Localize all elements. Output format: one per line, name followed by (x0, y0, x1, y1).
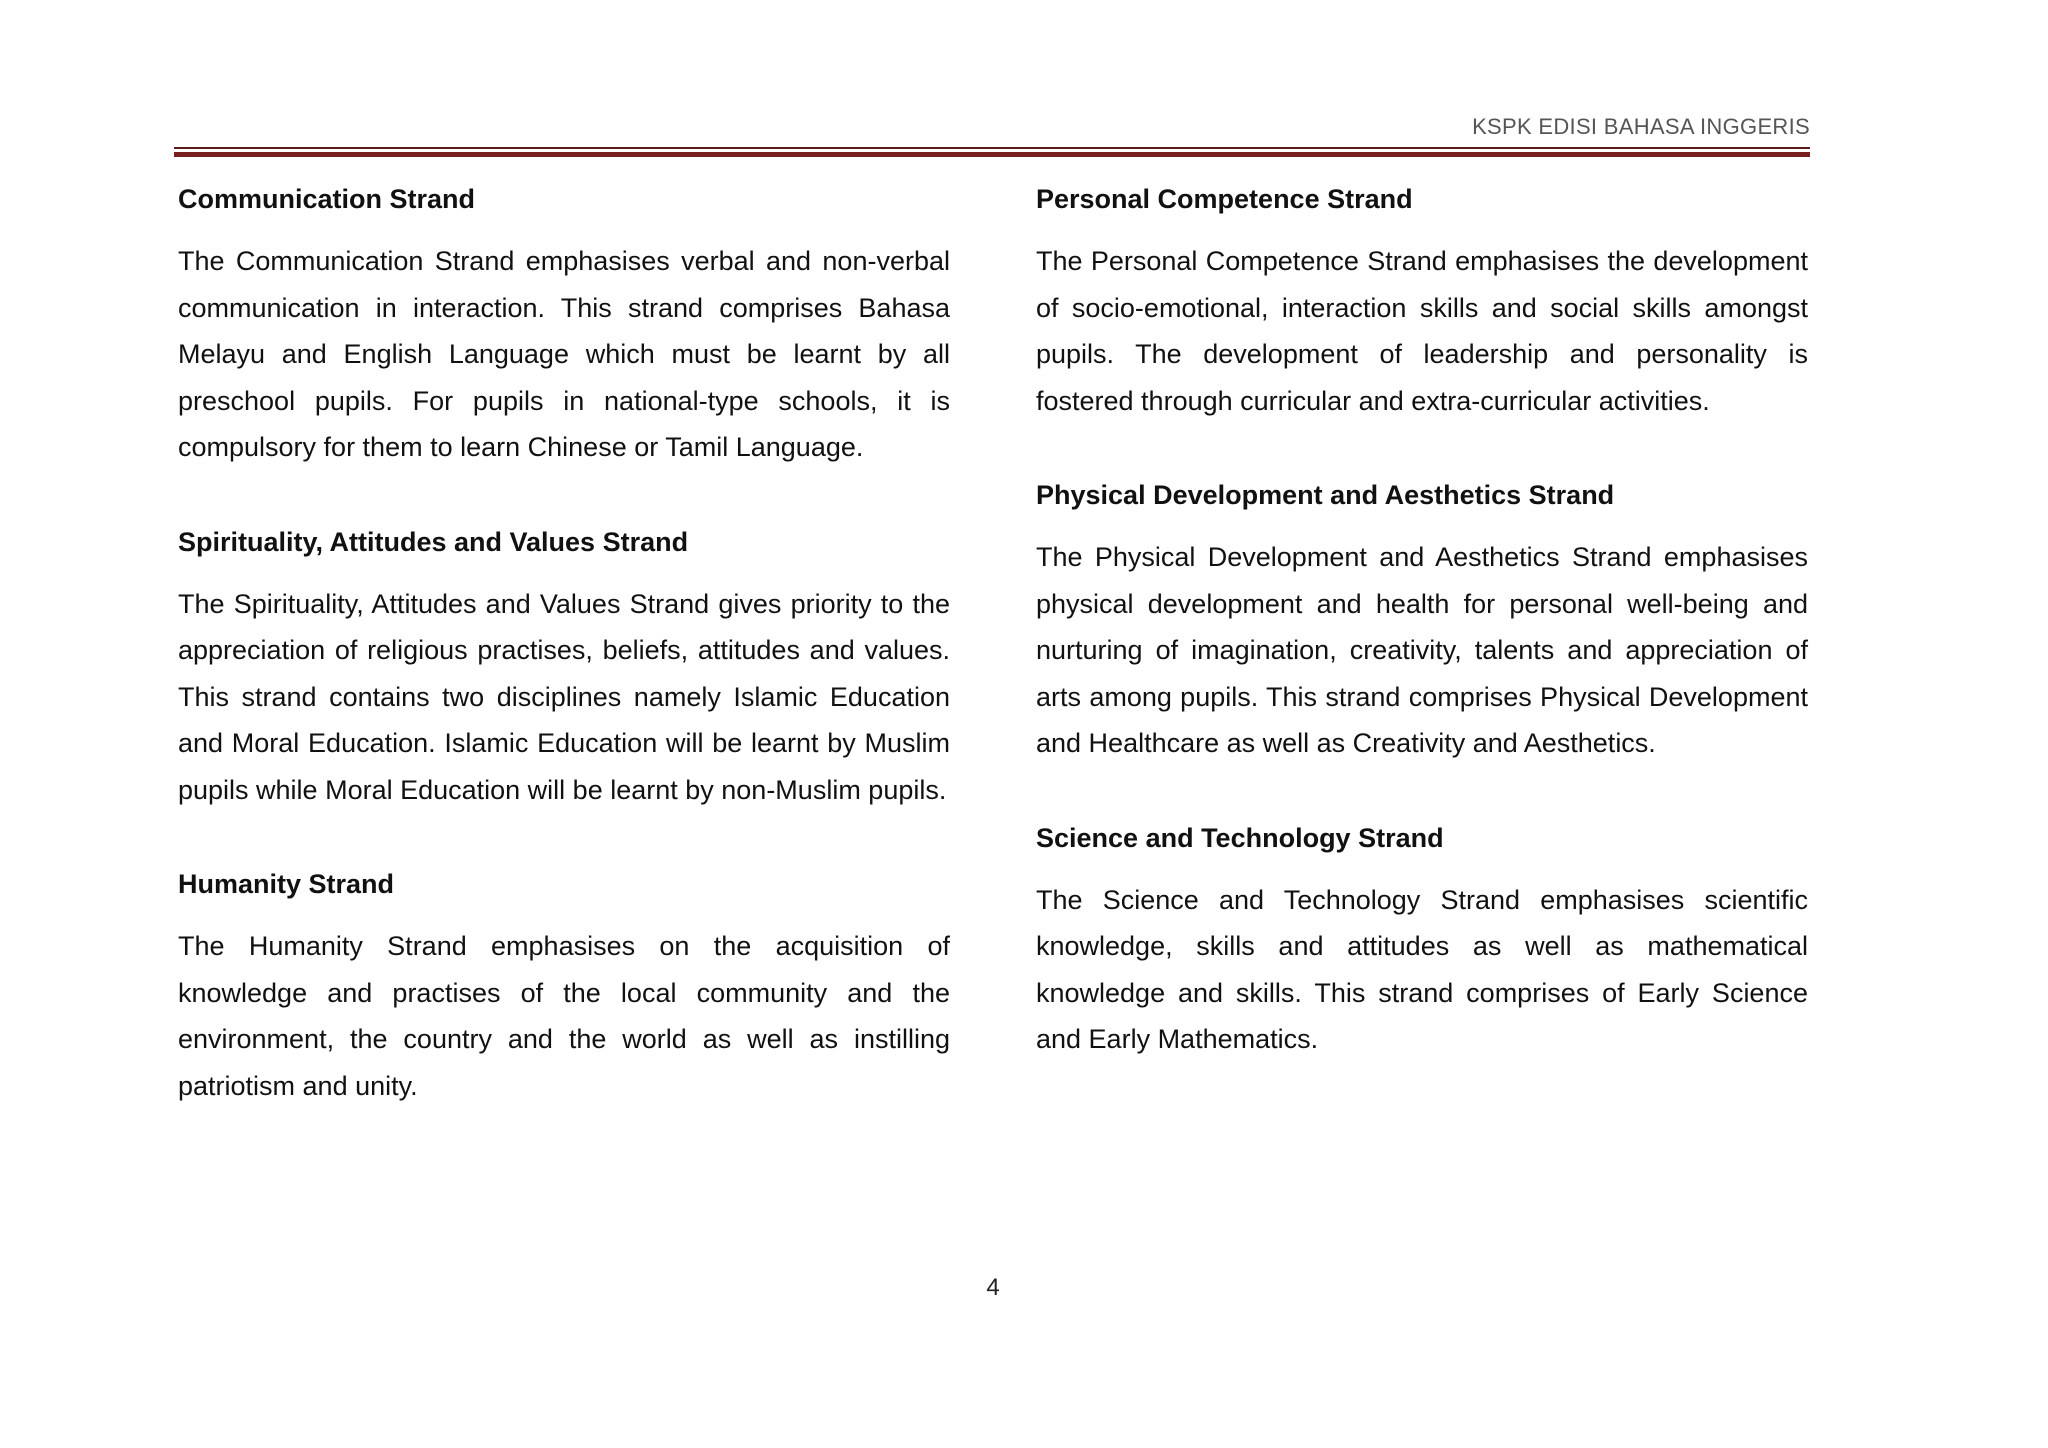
section-heading: Physical Development and Aesthetics Strand (1036, 480, 1615, 510)
section-body: The Physical Development and Aesthetics Strand emphasises physical development and health for personal well-being and nurturing of imagination, creativity, talents and appreciation of arts among pupils. This strand comprises Physical Development and Healthcare as well as Creativity and Aesthetics. (1036, 542, 1808, 758)
section-body: The Communication Strand emphasises verbal and non-verbal communication in interaction. This strand comprises Bahasa Melayu and English Language which must be learnt by all preschool pupils. For pupils in national-type schools, it is compulsory for them to learn Chinese or Tamil Language. (178, 246, 950, 462)
section-heading: Humanity Strand (178, 869, 395, 899)
section-science-technology (1036, 819, 1808, 1063)
section-spirituality (178, 523, 950, 814)
section-heading: Personal Competence Strand (1036, 184, 1413, 214)
header-rule (174, 147, 1810, 157)
right-column (1036, 180, 1808, 1115)
page-number: 4 (986, 1274, 1000, 1301)
section-heading: Communication Strand (178, 184, 476, 214)
header-rule-thick (174, 152, 1810, 157)
section-heading: Spirituality, Attitudes and Values Strand (178, 526, 689, 557)
section-personal-competence (1036, 180, 1808, 424)
section-communication (178, 180, 950, 471)
section-physical-development (1036, 476, 1808, 767)
section-humanity (178, 865, 950, 1109)
section-body: The Science and Technology Strand emphasises scientific knowledge, skills and attitudes as well as mathematical knowledge and skills. This strand comprises of Early Science and Early Mathematics. (1036, 884, 1808, 1054)
running-title: KSPK EDISI BAHASA INGGERIS (1472, 114, 1810, 139)
left-column (178, 180, 950, 1161)
section-heading: Science and Technology Strand (1036, 822, 1444, 853)
section-body: The Humanity Strand emphasises on the acquisition of knowledge and practises of the local community and the environment, the country and the world as well as instilling patriotism and unity. (178, 931, 950, 1101)
header-rule-thin (174, 147, 1810, 149)
section-body: The Personal Competence Strand emphasises the development of socio-emotional, interaction skills and social skills amongst pupils. The development of leadership and personality is fostered through curricular and extra-curricular activities. (1036, 246, 1808, 416)
section-body: The Spirituality, Attitudes and Values Strand gives priority to the appreciation of religious practises, beliefs, attitudes and values. This strand contains two disciplines namely Islamic Education and Moral Education. Islamic Education will be learnt by Muslim pupils while Moral Education will be learnt by non-Muslim pupils. (178, 588, 950, 805)
